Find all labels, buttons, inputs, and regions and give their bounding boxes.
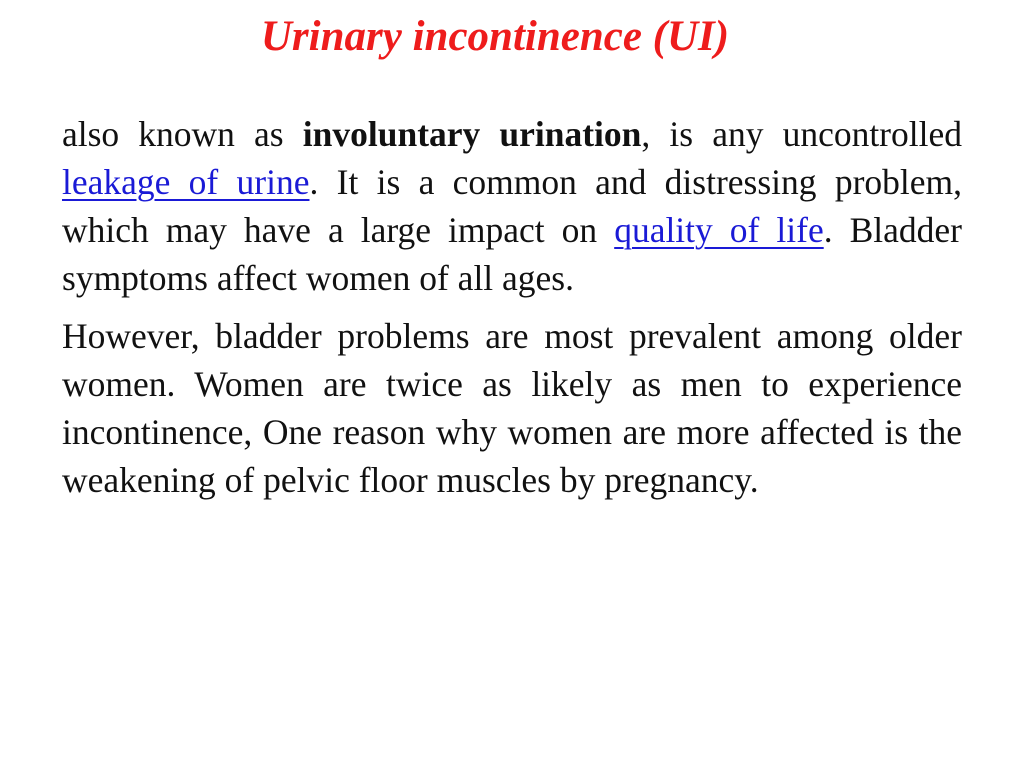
bold-term: involuntary urination xyxy=(302,114,642,154)
slide-title: Urinary incontinence (UI) xyxy=(260,13,730,60)
intro-text: also known as xyxy=(62,114,303,154)
text-after-link1: . It is a common and distressing problem, which may have a large impact on xyxy=(62,162,963,250)
link-quality-of-life[interactable]: quality of life xyxy=(614,210,824,250)
link-leakage-of-urine[interactable]: leakage of urine xyxy=(62,162,310,202)
text-after-bold: , is any uncontrolled xyxy=(641,114,962,154)
paragraph-definition xyxy=(62,110,962,302)
paragraph-prevalence: However, bladder problems are most prevalent among older women. Women are twice as likely as men to experience incontinence, One reason why women are more affected is the weakening of pelvic floor muscles by pregnancy. xyxy=(62,316,962,500)
text-after-link2: . Bladder symptoms affect women of all ages. xyxy=(62,210,962,298)
slide-body xyxy=(62,110,962,504)
